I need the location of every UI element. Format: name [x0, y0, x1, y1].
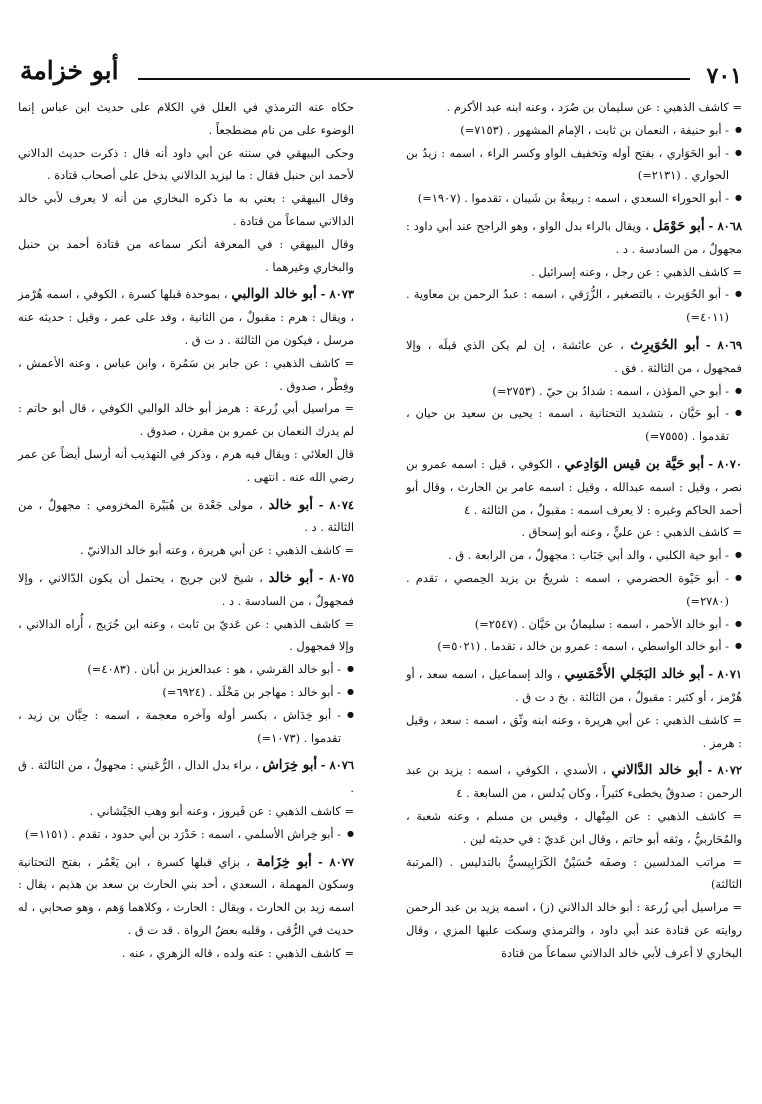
- commentary-paragraph: = كاشف الذهبي : عنه ولده ، قاله الزهري ، عنه .: [121, 945, 354, 960]
- entry-number: ٨٠٧٥ -: [318, 570, 354, 585]
- cross-reference-item: ● - أبو حَيَّان ، بتشديد التحتانية ، اسمه : يحيى بن سعيد بن حيان ، تقدموا . (٧٥٥٥=): [406, 402, 742, 448]
- header-rule: [138, 78, 690, 80]
- entry-text: ، بزاي قبلها كسرة ، ابن يَعْمُر ، بفتح التحتانية وسكون المهملة ، السعدي ، أحد بني الحارث بن سعد بن هذيم ، يقال : اسمه زيد بن الحارث ، ويقال : الحارث ، وكلاهما وَهم ، وهو صحابي ، له حديث في الرُّقى ، وقلبه بعضُ الرواة . قد ت ق .: [18, 854, 354, 937]
- entry-number: ٨٠٧٠ -: [708, 456, 743, 471]
- commentary-paragraph: = كاشف الذهبي : عن المِنْهال ، وقيس بن مسلم ، وعنه شعبة ، والمُحَاربيُّ ، وثقه أبو حاتم ، وقال ابن عَديّ : في حديثه لين .: [406, 808, 742, 846]
- entry-number: ٨٠٧٣ -: [320, 287, 355, 302]
- cross-reference-item: ● - أبو خِدَاش ، بكسر أوله وآخره معجمة ، اسمه : حِبَّان بن زيد ، تقدموا . (١٠٧٣=): [18, 704, 354, 750]
- entry-text: ، براء بدل الدال ، الرُّعَيني : مجهولٌ ، من الثالثة . ق .: [18, 758, 354, 796]
- biography-entry: [406, 334, 742, 380]
- commentary-paragraph: = مراسيل أبي زُرعة : هرمز أبو خالد الوالبي الكوفي ، قال أبو حاتم : لم يدرك النعمان بن عمرو بن مقرن ، صدوق .: [18, 401, 354, 439]
- entry-number: ٨٠٦٩ -: [705, 337, 742, 352]
- entry-number: ٨٠٧٧ -: [318, 854, 354, 869]
- running-title: أبو خزامة: [20, 56, 119, 85]
- cross-reference-item: ● - أبو خِراش الأسلمي ، اسمه : حَدْرَد بن أبي حدود ، تقدم . (١١٥١=): [18, 823, 354, 846]
- page-number: ٧٠١: [706, 63, 742, 89]
- commentary-paragraph: حكاه عنه الترمذي في العلل في الكلام على حديث ابن عباس إنما الوضوء على من نام مضطجعاً .: [18, 100, 354, 137]
- cross-reference-item: ● - أبو حية الكلبي ، والد أبي جَنَاب : مجهولٌ ، من الرابعة . ق .: [406, 544, 742, 567]
- entry-number: ٨٠٧٤ -: [318, 497, 355, 512]
- biography-entry: [406, 663, 742, 709]
- entry-number: ٨٠٧٢ -: [707, 763, 742, 778]
- entry-name: أبو خِرَاش: [262, 757, 318, 774]
- biography-entry: [18, 283, 354, 351]
- commentary-paragraph: = كاشف الذهبي : عن أبي هريرة ، وعنه ابنه وثّق ، اسمه : سعد ، وقيل : هرمز .: [406, 712, 742, 750]
- commentary-paragraph: = كاشف الذهبي : عن عَديّ بن ثابت ، وعنه ابن جُرَيج ، أُراه الدالاني ، وإلا فمجهول .: [18, 616, 354, 654]
- entry-text: ، بموحدة قبلها كسرة ، الكوفي ، اسمه هُرْمز ، ويقال : هرم : مقبولٌ ، من الثانية ، وفد على عمر ، وقيل : حديثه عنه مرسل ، فيكون من الثالثة . د ت ق .: [18, 287, 354, 347]
- cross-reference-item: ● - أبو خالد الأحمر ، اسمه : سليمانُ بن حَيَّان . (٢٥٤٧=): [406, 613, 742, 636]
- entry-number: ٨٠٦٨ -: [708, 218, 742, 233]
- cross-reference-item: ● - أبو خالد الواسطي ، اسمه : عمرو بن خالد ، تقدما . (٥٠٢١=): [406, 635, 742, 658]
- cross-reference-item: ● - أبو حي المؤذن ، اسمه : شدادُ بن حيّ . (٢٧٥٣=): [406, 380, 742, 403]
- entry-name: أبو حَيَّة بن قيس الوَادِعي: [564, 455, 705, 472]
- cross-reference-item: ● - أبو خالد القرشي ، هو : عبدالعزيز بن أبان . (٤٠٨٣=): [18, 658, 354, 681]
- entry-name: أبو خالد: [268, 569, 314, 586]
- cross-reference-item: ● - أبو الحُوَيرث ، بالتصغير ، الزُّرَقي ، اسمه : عبدُ الرحمن بن معاوية . (٤٠١١=): [406, 283, 742, 329]
- cross-reference-item: ● - أبو حنيفة ، النعمان بن ثابت ، الإمام المشهور . (٧١٥٣=): [406, 119, 742, 142]
- commentary-paragraph: = كاشف الذهبي : عن رجل ، وعنه إسرائيل .: [531, 264, 742, 279]
- cross-reference-item: ● - أبو حَيْوة الحضرمي ، اسمه : شريحُ بن يزيد الحِمصي ، تقدم . (٢٧٨٠=): [406, 567, 742, 613]
- biography-entry: [18, 494, 354, 540]
- entry-text: ، شيخ لابن جريج ، يحتمل أن يكون الدّالاني ، وإلا فمجهولٌ ، من السادسة . د .: [18, 570, 354, 608]
- right-column: [406, 96, 742, 964]
- page-header: [20, 52, 742, 92]
- cross-reference-item: ● - أبو الحَوَاري ، بفتح أوله وتخفيف الواو وكسر الراء ، اسمه : زيدُ بن الحواري . (٢١٣١=): [406, 142, 742, 188]
- biography-entry: [406, 453, 742, 521]
- biography-entry: [406, 215, 742, 261]
- commentary-paragraph: = كاشف الذهبي : عن سليمان بن صُرَد ، وعنه ابنه عبد الأكرم .: [446, 100, 742, 114]
- commentary-paragraph: = كاشف الذهبي : عن جابر بن سَمُرة ، وابن عباس ، وعنه الأعمش ، وفِطْر ، صدوق .: [18, 355, 354, 393]
- entry-name: أبو خالد: [268, 496, 313, 513]
- entry-name: أبو خالد البَجَلي الأَحْمَسِي: [564, 666, 705, 683]
- biography-entry: [406, 759, 742, 805]
- commentary-paragraph: = مراسيل أبي زُرعة : أبو خالد الدالاني (ز) ، اسمه يزيد بن عبد الرحمن روايته عن قتادة عند أبي داود ، والترمذي وسكت عليها المزي ، وقال البخاري لا أعرف لأبي خالد الدالاني سماعاً من قتادة: [406, 900, 742, 960]
- commentary-paragraph: = كاشف الذهبي : عن أبي هريرة ، وعنه أبو خالد الدالانيّ .: [80, 543, 354, 558]
- entry-name: أبو حَوْمَل: [652, 217, 705, 234]
- entry-name: أبو خِزَامة: [256, 853, 312, 870]
- entry-name: أبو الحُوَيرِث: [630, 336, 700, 353]
- commentary-paragraph: = كاشف الذهبي : عن عليٍّ ، وعنه أبو إسحاق .: [521, 525, 742, 540]
- biography-entry: [18, 567, 354, 613]
- commentary-paragraph: وحكى البيهقي في سننه عن أبي داود أنه قال : ذكرت حديث الدالاني لأحمد ابن حنبل فقال : ما ليزيد الدالاني يدخل على أصحاب قتادة .: [18, 145, 354, 183]
- entry-text: ، عن عائشة ، إن لم يكن الذي قبلَه ، وإلا فمجهول ، من الثالثة . فق .: [406, 337, 742, 375]
- entry-text: ، ويقال بالراء بدل الواو ، وهو الراجح عند أبي داود : مجهولٌ ، من السادسة . د .: [406, 218, 742, 256]
- commentary-paragraph: قال العلائي : ويقال فيه هرم ، وذكر في التهذيب أنه أرسل أيضاً عن عمر رضي الله عنه . انتهى .: [18, 446, 354, 484]
- entry-name: أبو خالد الدَّالاني: [611, 762, 703, 779]
- commentary-paragraph: وقال البيهقي : في المعرفة أنكر سماعه من قتادة أحمد بن حنبل والبخاري وغيرهما .: [18, 236, 354, 274]
- entry-text: ، الكوفي ، قيل : اسمه عمرو بن نصر ، وقيل : اسمه عبدالله ، وقيل : اسمه عامر بن الحارث ، وقال أبو أحمد الحاكم وغيره : لا يعرف اسمه : مقبولٌ ، من الثالثة . ٤: [406, 456, 742, 517]
- entry-number: ٨٠٧٦ -: [320, 758, 354, 773]
- entry-text: ، مولى جَعْدة بن هُبَيْرة المخزومي : مجهولٌ ، من الثالثة . د .: [18, 497, 354, 535]
- commentary-paragraph: = مراتب المدلسين : وصفَه حُسَيْنٌ الكَرَابِيسيُّ بالتدليس . (المرتبة الثالثة): [406, 854, 742, 892]
- left-column: [18, 96, 354, 964]
- biography-entry: [18, 754, 354, 800]
- entry-text: ، الأسدي ، الكوفي ، اسمه : يزيد بن عبد الرحمن : صدوقٌ يخطىء كثيراً ، وكان يُدلس ، من السابعة . ٤: [406, 763, 742, 801]
- entry-name: أبو خالد الوالبي: [231, 286, 317, 303]
- commentary-paragraph: وقال البيهقي : يعني به ما ذكره البخاري من أنه لا يعرف لأبي خالد الدالاني سماعاً من قتادة .: [18, 191, 354, 228]
- cross-reference-item: ● - أبو خالد : مهاجر بن مَخْلَد . (٦٩٢٤=): [18, 681, 354, 704]
- biography-entry: [18, 851, 354, 942]
- cross-reference-item: ● - أبو الحوراء السعدي ، اسمه : ربيعةُ بن شَيبان ، تقدموا . (١٩٠٧=): [406, 187, 742, 210]
- entry-text: ، والد إسماعيل ، اسمه سعد ، أو هُرْمز ، أو كثير : مقبولٌ ، من الثالثة . بخ د ت ق .: [406, 667, 742, 704]
- entry-number: ٨٠٧١ -: [708, 667, 743, 682]
- commentary-paragraph: = كاشف الذهبي : عن فَيروز ، وعنه أبو وهب الجَيْشاني .: [89, 803, 354, 818]
